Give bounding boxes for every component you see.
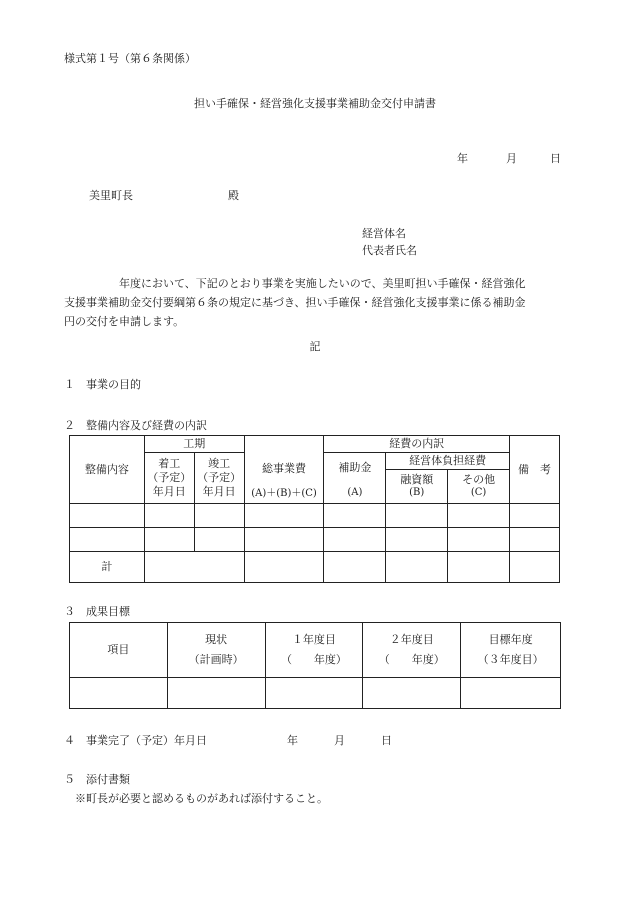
attachment-note: ※町長が必要と認めるものがあれば添付すること。 [75,792,328,805]
table-cell[interactable] [448,528,510,552]
header-genjo [167,623,265,678]
applicant-org-label: 経営体名 [362,227,406,240]
table-cell[interactable] [324,504,386,528]
header-sojigyohi-formula: (A)＋(B)＋(C) [251,487,317,499]
total-label: 計 [70,552,145,583]
honorific: 殿 [228,189,239,202]
header-goal-line1: 目標年度 [488,633,533,647]
section-5-heading: ５ 添付書類 [64,773,130,786]
header-year2 [363,623,461,678]
table-cell[interactable] [244,504,324,528]
header-shunko-line3: 年月日 [202,484,236,498]
table-cell[interactable] [194,528,244,552]
section-1-heading: １ 事業の目的 [64,378,141,391]
table-cell[interactable] [244,528,324,552]
body-text [64,274,584,331]
table-cell[interactable] [194,504,244,528]
header-hojokin-sub: (A) [347,486,363,498]
header-sojigyohi [244,436,324,504]
table-cell[interactable] [386,504,448,528]
header-sonota-sub: (C) [470,487,487,499]
header-year1-line1: １年度目 [291,633,336,647]
completion-year-label: 年 [287,734,298,747]
header-year2-line2: （ 年度） [378,653,445,666]
table-cell[interactable] [144,504,194,528]
header-genjo-line2: （計画時） [188,653,244,666]
header-sojigyohi-label: 総事業費 [262,462,307,475]
header-item: 項目 [70,623,168,678]
ki-mark: 記 [309,340,321,353]
form-number: 様式第１号（第６条関係） [64,52,196,65]
goal-table [69,622,561,709]
date-month-label: 月 [506,152,517,165]
table-cell[interactable] [448,504,510,528]
section-3-heading: ３ 成果目標 [64,605,130,618]
completion-month-label: 月 [334,734,345,747]
header-chakko-line3: 年月日 [152,484,186,498]
header-sonota [448,470,510,504]
table-cell[interactable] [363,678,461,709]
table-row [70,504,560,528]
date-day-label: 日 [550,152,561,165]
completion-day-label: 日 [381,734,392,747]
header-chakko-line2: （予定） [147,470,192,484]
header-sonota-label: その他 [462,473,496,487]
header-shunko-line2: （予定） [197,470,242,484]
table-cell[interactable] [244,552,324,583]
header-hojokin [324,453,386,504]
table-cell[interactable] [386,552,448,583]
table-cell[interactable] [265,678,363,709]
table-cell[interactable] [448,552,510,583]
header-genjo-line1: 現状 [205,633,228,647]
section-4-heading: ４ 事業完了（予定）年月日 [64,734,207,747]
header-hojokin-label: 補助金 [338,461,372,474]
table-cell[interactable] [144,528,194,552]
header-goal-line2: （３年度目） [477,653,544,666]
section-2-heading: ２ 整備内容及び経費の内訳 [64,419,207,432]
header-year2-line1: ２年度目 [389,633,434,647]
table-cell[interactable] [324,552,386,583]
table-cell[interactable] [70,528,145,552]
header-year1 [265,623,363,678]
header-yushi-label: 融資額 [400,473,434,487]
header-shunko-line1: 竣工 [208,457,231,470]
table-cell[interactable] [70,678,168,709]
header-yushi-sub: (B) [409,487,425,499]
header-goal-year [461,623,561,678]
table-cell[interactable] [167,678,265,709]
table-cell[interactable] [70,504,145,528]
header-chakko [144,453,194,504]
addressee: 美里町長 [89,189,133,202]
table-row [70,528,560,552]
table-cell[interactable] [510,528,560,552]
header-seibi-naiyo: 整備内容 [70,436,145,504]
header-biko: 備 考 [510,436,560,504]
body-line-1: 年度において、下記のとおり事業を実施したいので、美里町担い手確保・経営強化 [119,277,526,290]
table-cell[interactable] [510,504,560,528]
table-cell[interactable] [144,552,244,583]
table-row [70,678,561,709]
table-cell[interactable] [386,528,448,552]
applicant-rep-label: 代表者氏名 [362,244,417,257]
header-year1-line2: （ 年度） [280,653,347,666]
table-cell[interactable] [324,528,386,552]
header-yushi [386,470,448,504]
date-year-label: 年 [457,152,468,165]
table-cell[interactable] [510,552,560,583]
header-kouki: 工期 [144,436,244,453]
table-cell[interactable] [461,678,561,709]
body-line-3: 円の交付を申請します。 [64,315,185,328]
header-chakko-line1: 着工 [158,457,181,470]
expense-table [69,435,560,583]
form-title: 担い手確保・経営強化支援事業補助金交付申請書 [194,97,436,110]
header-keihi-uchiwake: 経費の内訳 [324,436,510,453]
header-shunko [194,453,244,504]
total-row [70,552,560,583]
body-line-2: 支援事業補助金交付要綱第６条の規定に基づき、担い手確保・経営強化支援事業に係る補助金 [64,296,526,309]
header-futan-keihi: 経営体負担経費 [386,453,510,470]
